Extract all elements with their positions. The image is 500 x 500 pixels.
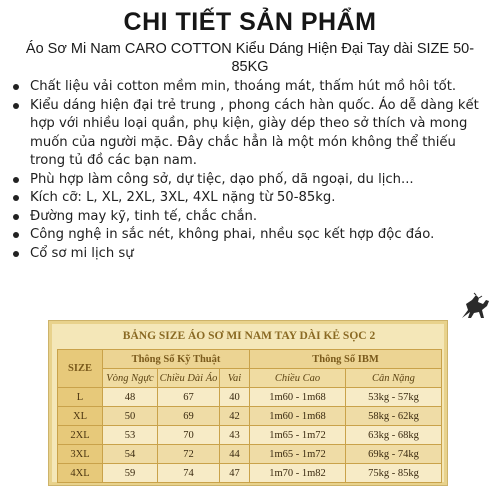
list-item: Kích cỡ: L, XL, 2XL, 3XL, 4XL nặng từ 50-85kg. bbox=[10, 189, 492, 208]
list-item: Kiểu dáng hiện đại trẻ trung , phong cách hàn quốc. Áo dễ dàng kết hợp với nhiều loại quần, phụ kiện, giày dép theo sở thích và mong muốn của người mặc. Đây chắc hẳn là một món không thể thiếu trong tủ đồ các bạn nam. bbox=[10, 97, 492, 171]
page-title: CHI TIẾT SẢN PHẨM bbox=[123, 8, 377, 36]
product-name: Áo Sơ Mi Nam CARO COTTON Kiểu Dáng Hiện Đại Tay dài SIZE 50-85KG bbox=[25, 41, 475, 75]
size-cell: 4XL bbox=[58, 464, 103, 483]
table-cell: 53kg - 57kg bbox=[346, 388, 442, 407]
bullet-icon bbox=[13, 177, 19, 183]
table-cell: 69 bbox=[158, 407, 220, 426]
table-cell: 67 bbox=[158, 388, 220, 407]
table-cell: 50 bbox=[103, 407, 158, 426]
table-cell: 40 bbox=[220, 388, 250, 407]
size-cell: 3XL bbox=[58, 445, 103, 464]
table-cell: 63kg - 68kg bbox=[346, 426, 442, 445]
bullet-icon bbox=[13, 251, 19, 257]
table-cell: 48 bbox=[103, 388, 158, 407]
list-item: Chất liệu vải cotton mềm min, thoáng mát, thấm hút mồ hôi tốt. bbox=[10, 78, 492, 97]
table-cell: 75kg - 85kg bbox=[346, 464, 442, 483]
table-cell: 1m60 - 1m68 bbox=[250, 407, 346, 426]
size-chart-title: BẢNG SIZE ÁO SƠ MI NAM TAY DÀI KẺ SỌC 2 bbox=[122, 330, 376, 342]
table-cell: 47 bbox=[220, 464, 250, 483]
table-cell: 72 bbox=[158, 445, 220, 464]
list-item: Cổ sơ mi lịch sự bbox=[10, 245, 492, 264]
column-header: Chiều Cao bbox=[250, 369, 346, 388]
table-cell: 54 bbox=[103, 445, 158, 464]
table-cell: 74 bbox=[158, 464, 220, 483]
size-chart bbox=[48, 320, 448, 486]
table-cell: 59 bbox=[103, 464, 158, 483]
tech-specs-header: Thông Số Kỹ Thuật bbox=[103, 350, 250, 369]
table-cell: 1m65 - 1m72 bbox=[250, 426, 346, 445]
table-cell: 53 bbox=[103, 426, 158, 445]
table-cell: 1m70 - 1m82 bbox=[250, 464, 346, 483]
table-cell: 42 bbox=[220, 407, 250, 426]
bullet-icon bbox=[13, 232, 19, 238]
column-header: Cân Nặng bbox=[346, 369, 442, 388]
feature-list bbox=[10, 78, 492, 263]
bullet-icon bbox=[13, 84, 19, 90]
size-cell: 2XL bbox=[58, 426, 103, 445]
table-cell: 58kg - 62kg bbox=[346, 407, 442, 426]
list-item: Công nghệ in sắc nét, không phai, nhều sọc kết hợp độc đáo. bbox=[10, 226, 492, 245]
size-column-header: SIZE bbox=[58, 350, 103, 388]
table-cell: 1m60 - 1m68 bbox=[250, 388, 346, 407]
bullet-icon bbox=[13, 214, 19, 220]
size-cell: L bbox=[58, 388, 103, 407]
list-item: Phù hợp làm công sở, dự tiệc, dạo phố, dã ngoại, du lịch... bbox=[10, 171, 492, 190]
table-cell: 44 bbox=[220, 445, 250, 464]
rearing-horse-logo-icon bbox=[456, 292, 496, 322]
column-header: Chiều Dài Áo bbox=[158, 369, 220, 388]
table-cell: 69kg - 74kg bbox=[346, 445, 442, 464]
table-cell: 43 bbox=[220, 426, 250, 445]
size-table bbox=[57, 349, 442, 483]
table-row bbox=[58, 445, 442, 464]
table-cell: 1m65 - 1m72 bbox=[250, 445, 346, 464]
bullet-icon bbox=[13, 195, 19, 201]
column-header: Vòng Ngực bbox=[103, 369, 158, 388]
ibm-specs-header: Thông Số IBM bbox=[250, 350, 442, 369]
table-row bbox=[58, 388, 442, 407]
table-row bbox=[58, 426, 442, 445]
table-cell: 70 bbox=[158, 426, 220, 445]
size-cell: XL bbox=[58, 407, 103, 426]
column-header: Vai bbox=[220, 369, 250, 388]
table-row bbox=[58, 407, 442, 426]
bullet-icon bbox=[13, 103, 19, 109]
table-row bbox=[58, 464, 442, 483]
list-item: Đường may kỹ, tinh tế, chắc chắn. bbox=[10, 208, 492, 227]
